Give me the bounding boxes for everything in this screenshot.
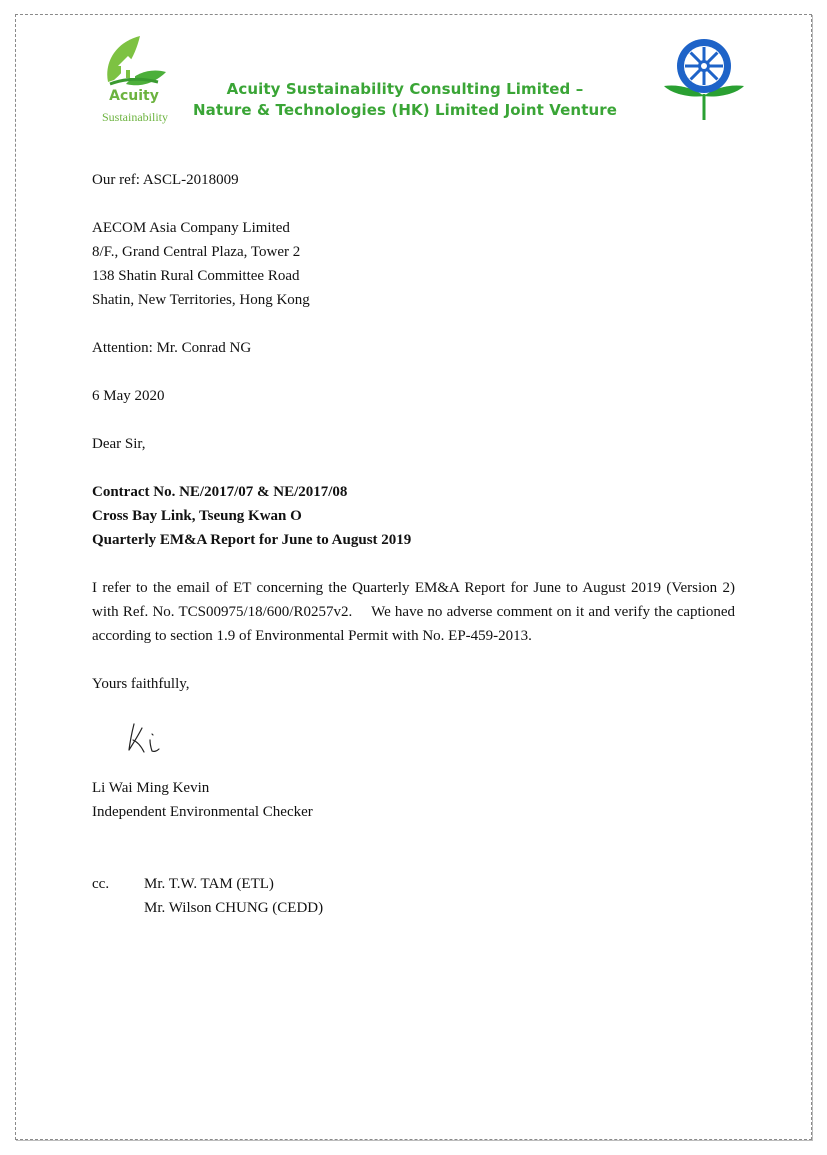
- recipient-line: Shatin, New Territories, Hong Kong: [92, 292, 310, 308]
- cc-label: cc.: [92, 876, 110, 892]
- subject-line: Cross Bay Link, Tseung Kwan O: [92, 508, 302, 524]
- header-title-line2: Nature & Technologies (HK) Limited Joint Venture: [192, 101, 618, 119]
- cc-recipient: Mr. T.W. TAM (ETL): [144, 876, 274, 892]
- cc-recipient: Mr. Wilson CHUNG (CEDD): [144, 900, 324, 916]
- recipient-line: 138 Shatin Rural Committee Road: [92, 268, 300, 284]
- wheel-flower-icon: [660, 36, 748, 122]
- closing: Yours faithfully,: [92, 676, 190, 692]
- subject-line: Contract No. NE/2017/07 & NE/2017/08: [92, 484, 348, 500]
- subject-line: Quarterly EM&A Report for June to August 2019: [92, 532, 412, 548]
- recipient-line: 8/F., Grand Central Plaza, Tower 2: [92, 244, 301, 260]
- logo-subname: Sustainability: [102, 110, 168, 124]
- signer-title: Independent Environmental Checker: [92, 804, 313, 820]
- logo-name: Acuity: [109, 88, 159, 104]
- signature: [124, 718, 166, 758]
- recipient-line: AECOM Asia Company Limited: [92, 220, 290, 236]
- house-leaf-icon: [96, 32, 176, 94]
- body-paragraph: I refer to the email of ET concerning the Quarterly EM&A Report for June to August 2019 (Version 2) with Ref. No. TCS00975/18/600/R0257v2. We have no adverse comment on it and verify the captioned according to section 1.9 of Environmental Permit with No. EP-459-2013.: [92, 580, 735, 644]
- attention-line: Attention: Mr. Conrad NG: [92, 340, 252, 356]
- letter-date: 6 May 2020: [92, 388, 165, 404]
- signer-name: Li Wai Ming Kevin: [92, 780, 210, 796]
- salutation: Dear Sir,: [92, 436, 146, 452]
- our-ref: Our ref: ASCL-2018009: [92, 172, 239, 188]
- header-title-line1: Acuity Sustainability Consulting Limited –: [226, 80, 584, 98]
